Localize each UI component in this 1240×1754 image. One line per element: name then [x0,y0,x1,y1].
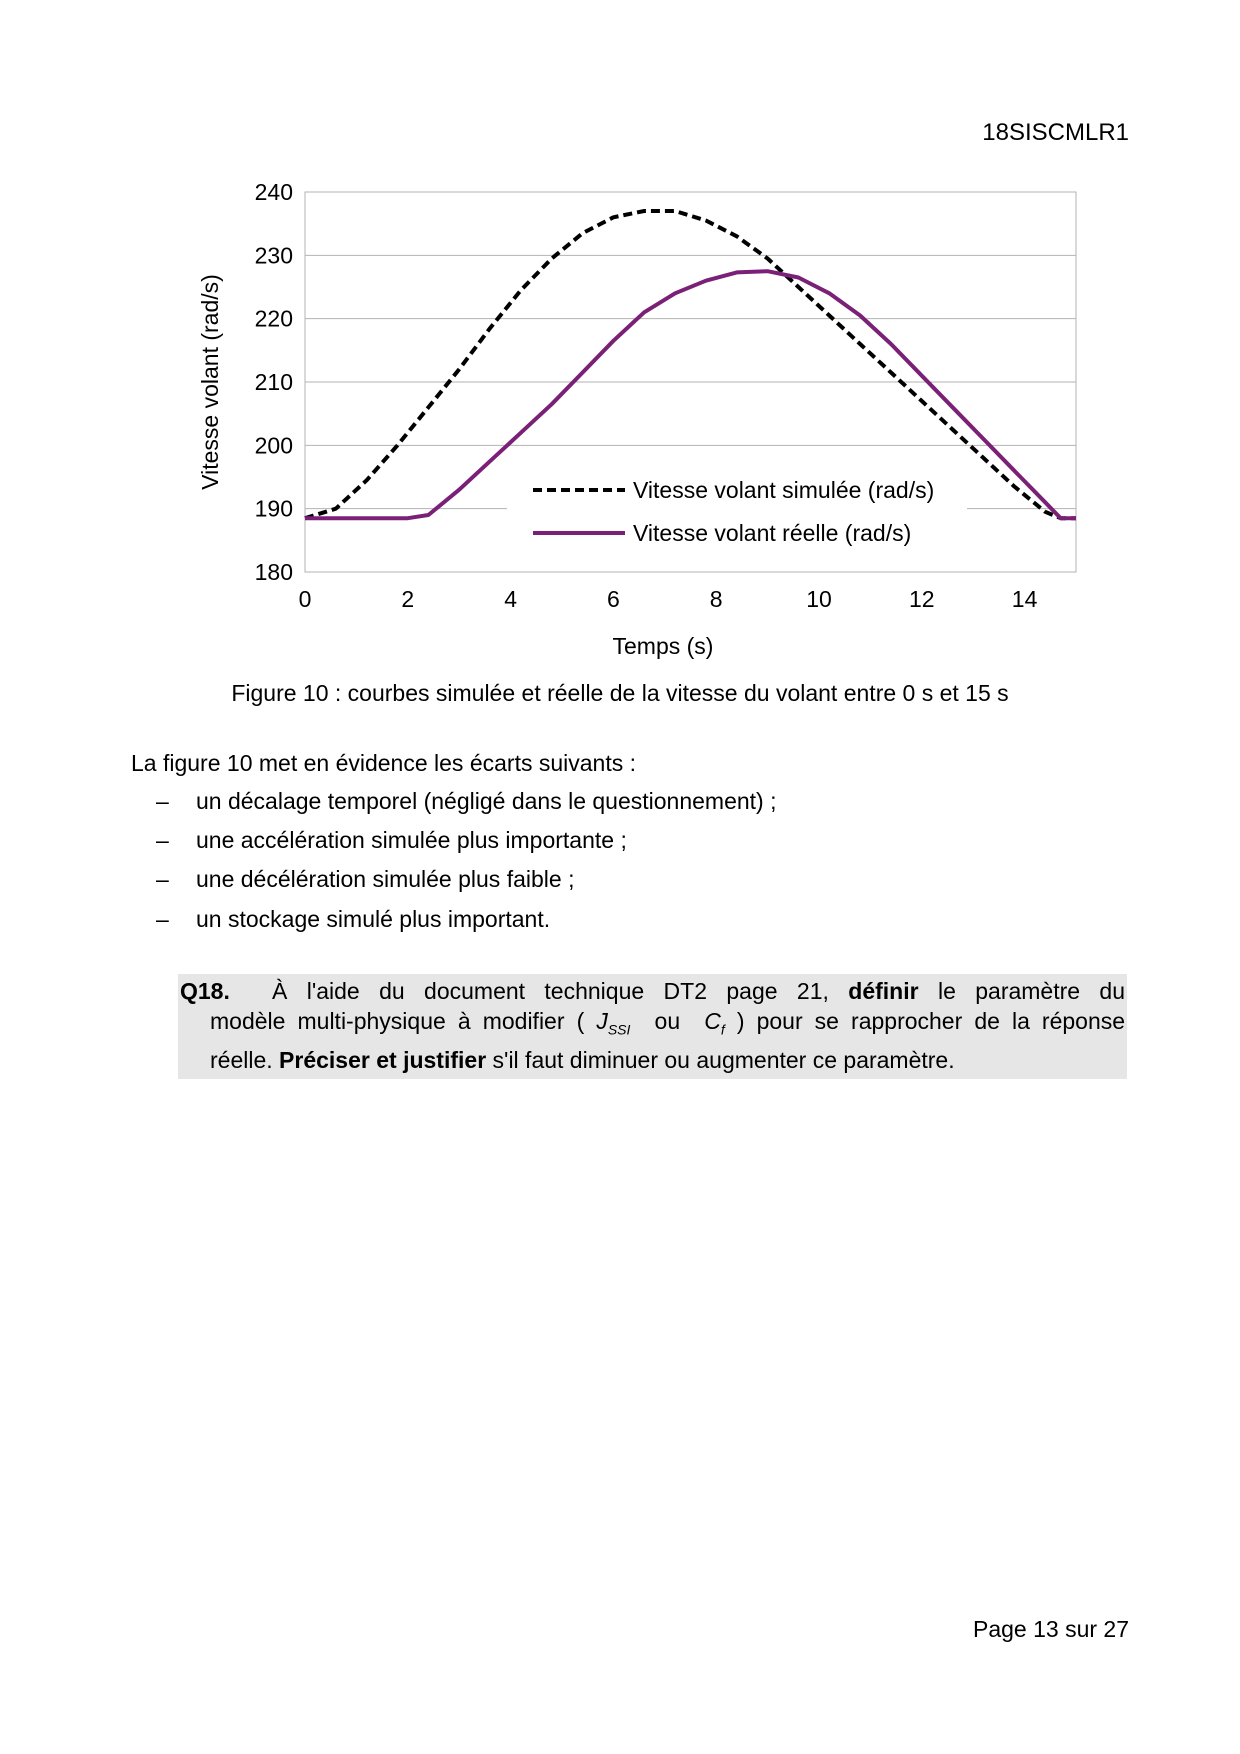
intro-text: La figure 10 met en évidence les écarts suivants : [131,750,637,776]
question-keyword: Préciser et justifier [279,1046,487,1073]
y-axis-title: Vitesse volant (rad/s) [197,274,223,490]
speed-chart [185,170,1085,670]
list-item [156,827,627,854]
x-tick-labels [299,586,1038,612]
y-tick-label: 180 [254,559,293,585]
x-axis-title: Temps (s) [612,633,714,659]
symbol-cf: $C_f$ [704,1008,725,1038]
question-part: s'il faut diminuer ou augmenter ce paramètre. [492,1046,955,1073]
question-part: ou [654,1008,681,1034]
list-item-text: un stockage simulé plus important. [196,906,551,932]
question-text-1 [272,976,1125,1006]
x-tick-label: 8 [709,586,723,612]
y-tick-labels [255,179,293,585]
legend-label-real: Vitesse volant réelle (rad/s) [633,520,912,546]
x-tick-label: 0 [298,586,312,612]
x-tick-label: 10 [806,586,832,612]
legend-label-simulated: Vitesse volant simulée (rad/s) [633,477,935,503]
document-code: 18SISCMLR1 [982,119,1129,146]
question-keyword: définir [848,978,919,1004]
bullet-marker: – [156,788,169,814]
y-tick-label: 200 [254,432,293,459]
question-line-3 [180,1045,1125,1075]
y-tick-label: 230 [254,242,293,269]
question-part: le paramètre du [937,978,1126,1004]
question-part: À l'aide du document technique DT2 page 21, [272,978,829,1004]
question-part: modèle multi-physique à modifier ( [210,1008,585,1034]
question-box [178,974,1127,1079]
list-item-text: un décalage temporel (négligé dans le questionnement) ; [196,788,777,814]
list-item [156,906,550,933]
list-item [156,866,574,893]
y-tick-label: 220 [254,305,293,332]
question-part: réelle. [210,1046,273,1073]
question-line-1 [180,976,1125,1006]
question-number: Q18. [180,978,230,1004]
symbol-jssi: $J_{SSI}$ [596,1008,631,1038]
list-item-text: une décélération simulée plus faible ; [196,866,575,892]
x-tick-label: 4 [504,586,517,612]
bullet-marker: – [156,827,169,853]
y-tick-label: 210 [254,369,293,395]
list-item [156,788,777,815]
y-tick-label: 240 [254,179,293,205]
question-part: ) pour se rapprocher de la réponse [736,1008,1126,1034]
legend [507,472,967,554]
x-tick-label: 2 [401,586,415,612]
list-item-text: une accélération simulée plus importante ; [196,827,627,853]
bullet-marker: – [156,866,169,892]
y-tick-label: 190 [254,495,293,522]
figure-caption: Figure 10 : courbes simulée et réelle de la vitesse du volant entre 0 s et 15 s [231,680,1009,706]
x-tick-label: 14 [1011,586,1038,612]
page-number: Page 13 sur 27 [972,1616,1129,1642]
x-tick-label: 6 [607,586,620,612]
bullet-marker: – [156,906,169,932]
x-tick-label: 12 [909,586,935,612]
question-line-2 [180,1006,1125,1045]
